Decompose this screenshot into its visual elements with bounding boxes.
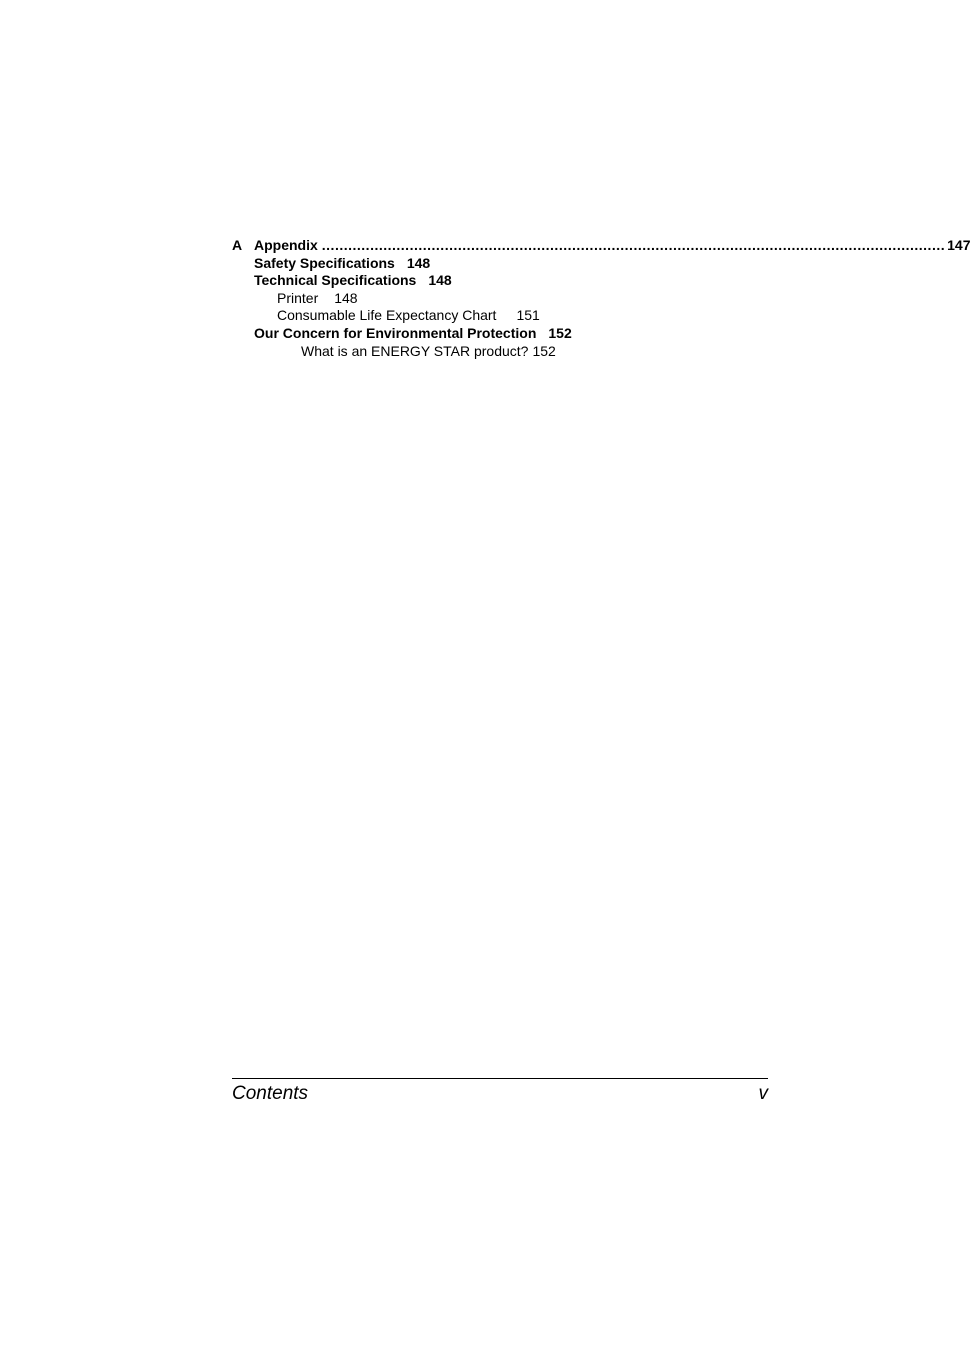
chapter-page-number: 147 <box>947 237 970 253</box>
toc-entry-consumable-life-expectancy-chart[interactable] <box>232 307 768 325</box>
toc-entry-title: Safety Specifications <box>254 254 395 271</box>
toc-chapter-appendix[interactable] <box>232 237 970 255</box>
toc-entry-printer[interactable] <box>232 290 768 308</box>
toc-entry-page: 152 <box>548 324 572 341</box>
toc-entry-energy-star-product[interactable] <box>232 343 768 361</box>
table-of-contents <box>232 237 970 360</box>
page-footer <box>232 1078 768 1109</box>
toc-entry-title: Technical Specifications <box>254 272 417 289</box>
chapter-letter: A <box>232 237 243 253</box>
toc-entry-page: 152 <box>532 342 556 359</box>
toc-entry-page: 151 <box>516 307 540 324</box>
chapter-title: Appendix <box>254 237 318 253</box>
footer-title: Contents <box>232 1083 309 1104</box>
toc-entry-title: Our Concern for Environmental Protection <box>254 324 537 341</box>
dot-leader: .............................................................................................................................................. <box>321 237 946 253</box>
toc-entry-page: 148 <box>406 254 431 271</box>
toc-entry-safety-specifications[interactable] <box>232 255 768 273</box>
toc-entry-page: 148 <box>334 289 358 306</box>
footer-page-number: v <box>758 1083 768 1104</box>
toc-entry-environmental-protection[interactable] <box>232 325 768 343</box>
toc-entry-title: What is an ENERGY STAR product? <box>301 342 529 359</box>
toc-entry-page: 148 <box>428 272 452 289</box>
toc-entry-technical-specifications[interactable] <box>232 272 768 290</box>
toc-entry-title: Consumable Life Expectancy Chart <box>277 307 497 324</box>
toc-entry-title: Printer <box>277 289 319 306</box>
